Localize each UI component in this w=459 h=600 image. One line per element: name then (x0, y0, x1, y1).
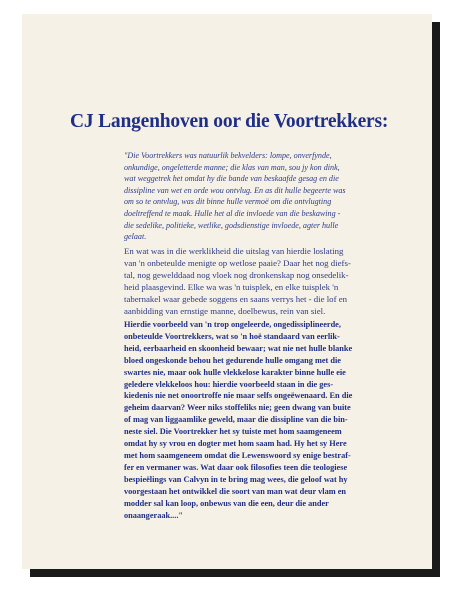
bold-line: met hom saamgeneem omdat die Lewenswoord sy enige bestraf- (124, 450, 351, 460)
bold-line: bespieëlings van Calvyn in te bring mag wees, die geloof wat hy (124, 474, 348, 484)
bold-line: omdat hy sy vrou en dogter met hom saam had. Hy het sy Here (124, 439, 347, 449)
bold-line: of mag van liggaamlike geweld, maar die dissipline van die bin- (124, 415, 348, 425)
bold-line: modder sal kan loop, onbewus van die een, deur die ander (124, 498, 329, 508)
bold-line: geledere vlekkeloos hou: hierdie voorbeeld staan in die ges- (124, 379, 334, 389)
plain-paragraph (124, 245, 404, 317)
page-title: CJ Langenhoven oor die Voortrekkers: (70, 111, 389, 132)
plain-line: tal, nog gewelddaad nog vloek nog dronkenskap nog onsedelik- (124, 270, 349, 280)
bold-line: heid, eerbaarheid en skoonheid bewaar; wat nie net hulle blanke (124, 343, 353, 353)
plain-line: aanbidding van ernstige manne, doelbewus, rein van siel. (124, 306, 326, 316)
bold-line: Hierdie voorbeeld van 'n trop ongeleerde, ongedissiplineerde, (124, 320, 341, 329)
quote-line: doeltreffend te maak. Hulle het al die invloede van die beskawing - (124, 208, 341, 218)
bold-line: swartes nie, maar ook hulle vlekkelose karakter binne hulle eie (124, 367, 346, 377)
plain-line: tabernakel waar gebede soggens en saans verrys het - die lof en (124, 294, 348, 304)
plain-line: heid plaasgevind. Elke wa was 'n tuisplek, en elke tuisplek 'n (124, 282, 339, 292)
bold-line: geheim daarvan? Weer niks stoffeliks nie; geen dwang van buite (124, 403, 351, 413)
bold-paragraph (124, 319, 404, 521)
quote-paragraph (124, 150, 404, 243)
bold-line: kiedenis nie net onoortroffe nie maar selfs ongeëwenaard. En die (124, 391, 353, 401)
bold-line: fer en vermaner was. Wat daar ook filosofies teen die teologiese (124, 462, 348, 472)
quote-line: dissipline van wet en orde wou ontvlug. En as dit hulle begeerte was (124, 185, 346, 195)
quote-line: om so te ontvlug, was dit binne hulle vermoë om die ontvlugting (124, 197, 332, 207)
quote-line: die sedelike, politieke, wetlike, godsdienstige invloede, agter hulle (124, 220, 339, 230)
bold-line: onbeteulde Voortrekkers, wat so 'n hoë standaard van eerlik- (124, 331, 340, 341)
quote-line: "Die Voortrekkers was natuurlik bekvelders: lompe, onverfynde, (124, 151, 332, 160)
plain-line: En wat was in die werklikheid die uitslag van hierdie loslating (124, 246, 344, 256)
bold-line: voorgestaan het ontwikkel die soort van man wat deur vlam en (124, 486, 347, 496)
plain-line: van 'n onbeteulde menigte op wetlose paaie? Daar het nog diefs- (124, 258, 351, 268)
quote-line: wat weggetrek het omdat hy die bande van beskaafde gesag en die (124, 174, 339, 184)
bold-line: bloed ongeskonde behou het gedurende hulle omgang met die (124, 355, 341, 365)
bold-line: onaangeraak...." (124, 510, 184, 520)
quote-line: onkundige, ongeletterde manne; die klas van man, sou jy kon dink, (124, 162, 340, 172)
bold-line: neste siel. Die Voortrekker het sy tuiste met hom saamgeneem (124, 427, 342, 437)
quote-line: gelaat. (124, 232, 147, 242)
